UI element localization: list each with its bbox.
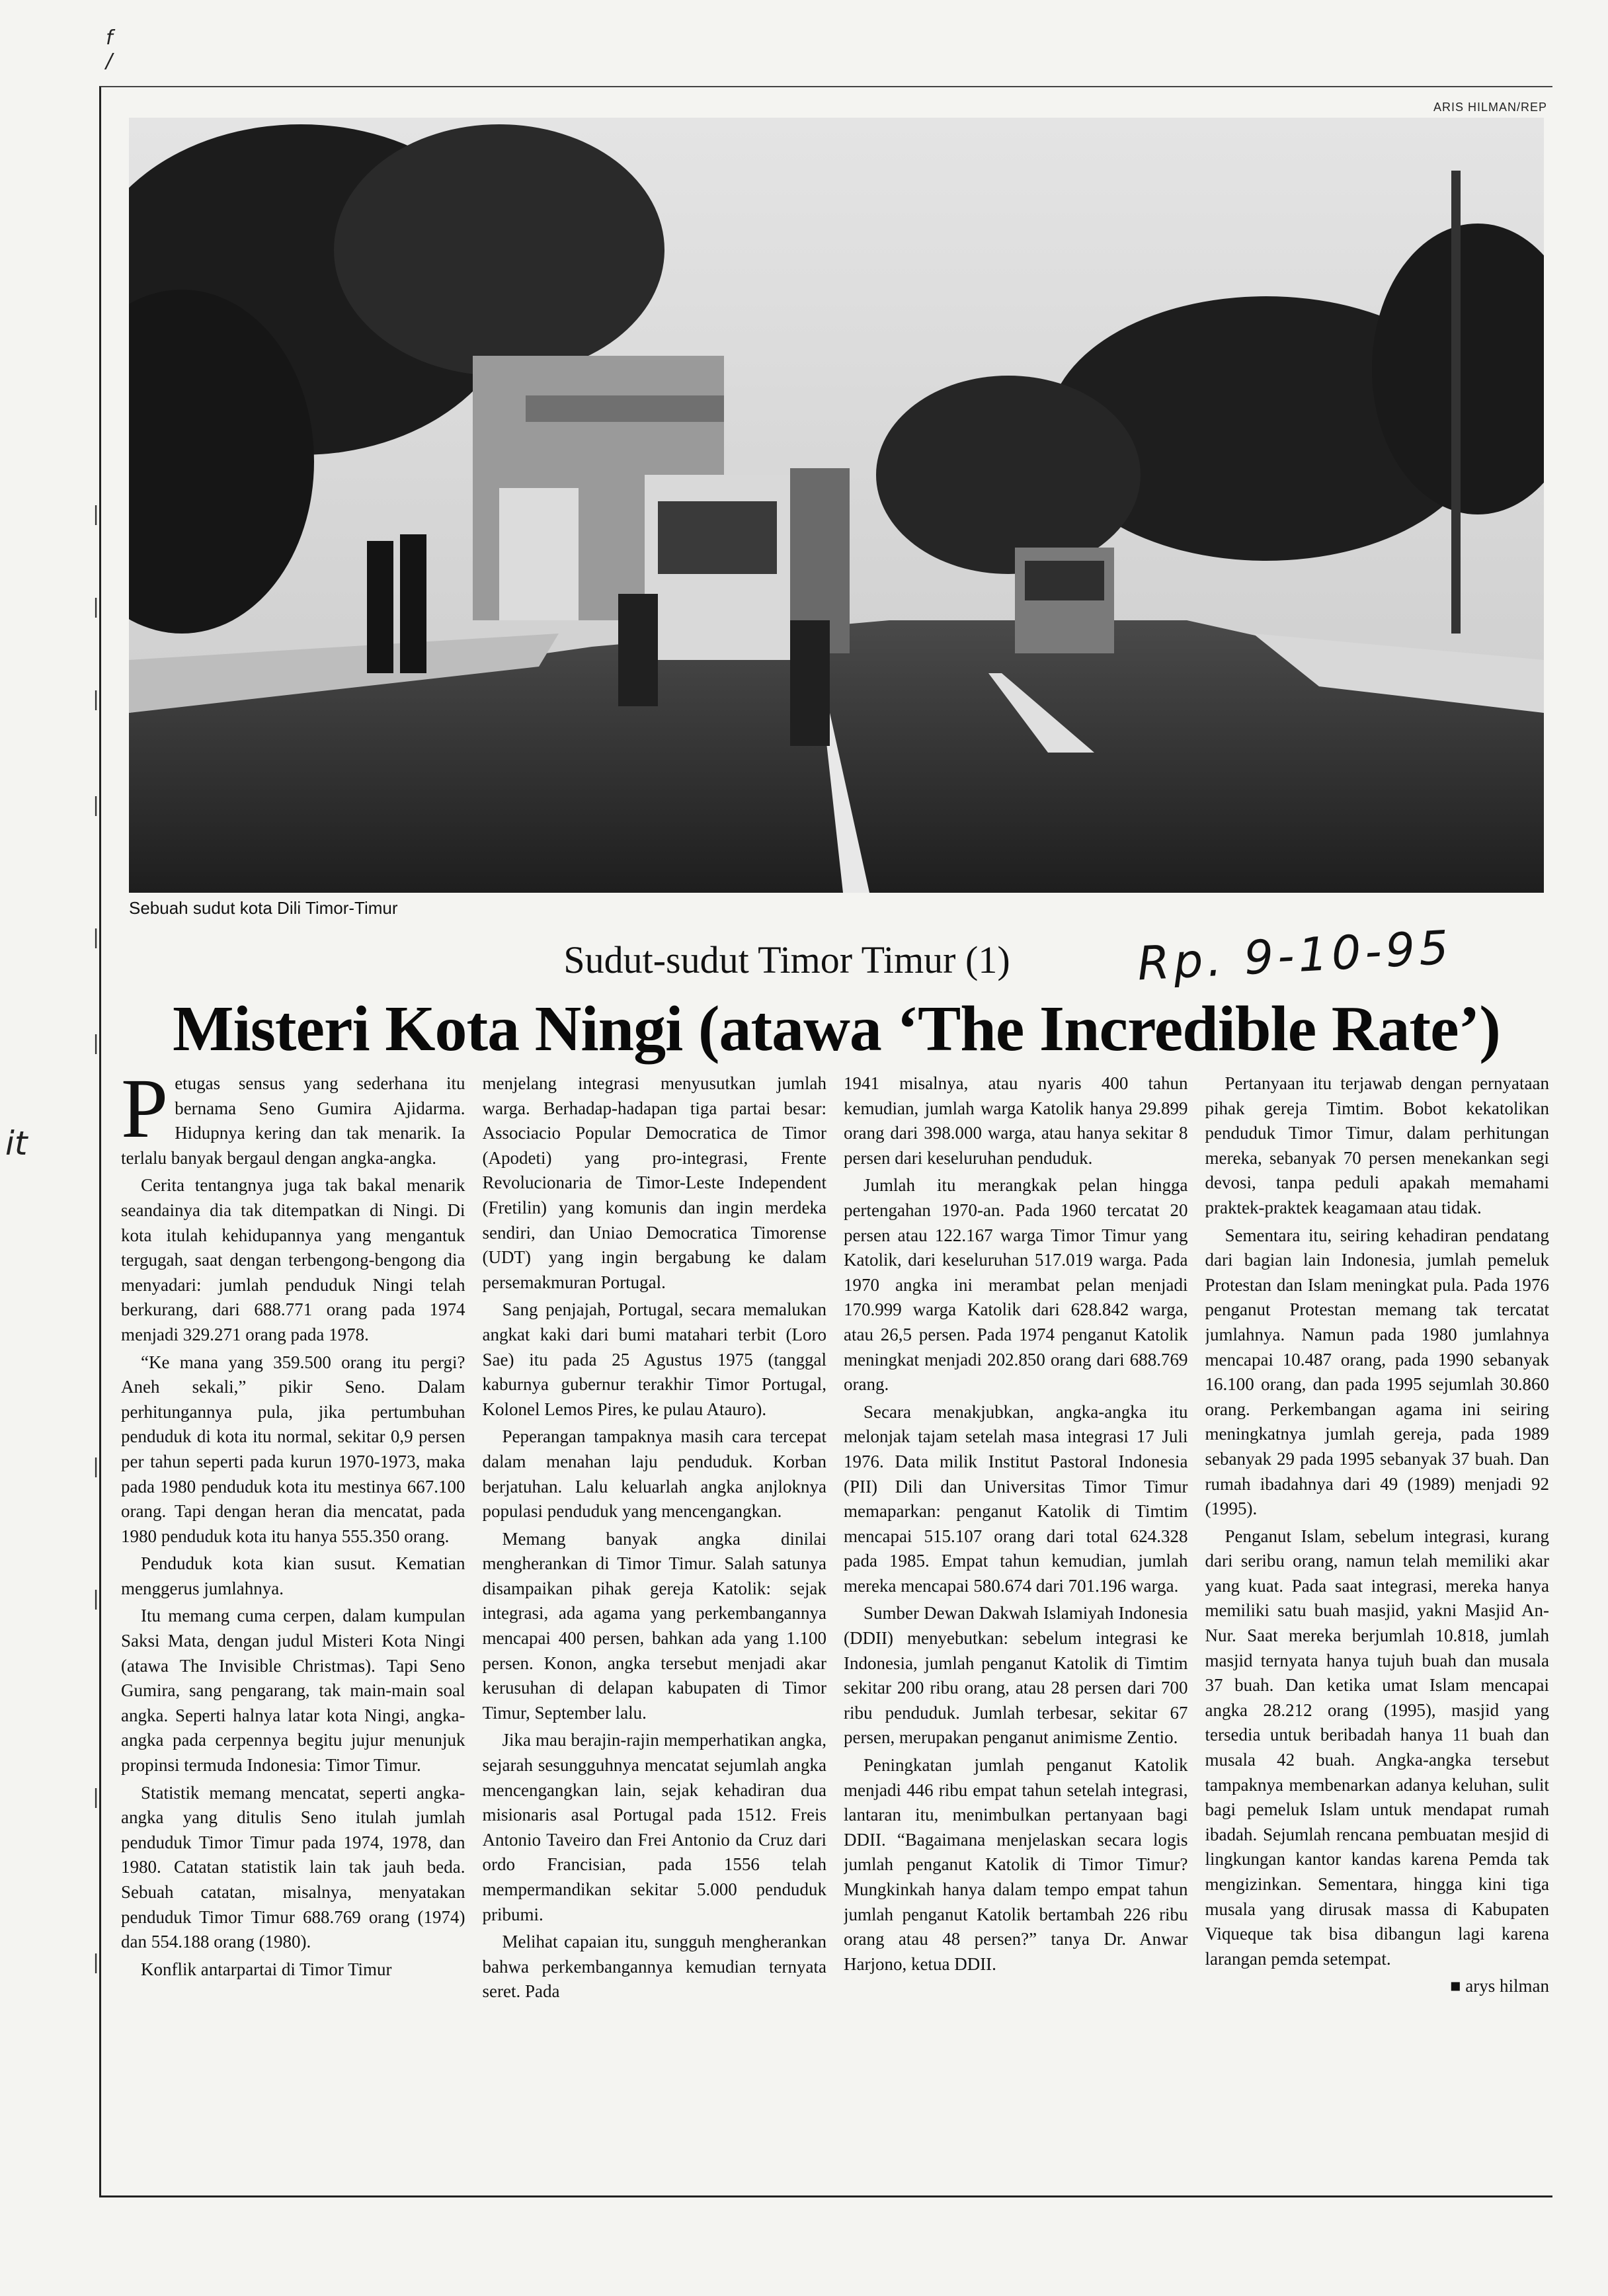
margin-note-it: it — [5, 1124, 28, 1163]
article-body — [121, 1071, 1549, 2189]
left-margin — [0, 0, 113, 2296]
margin-fragment: | — [93, 1032, 100, 1055]
paragraph: Secara menakjubkan, angka-angka itu melonjak tajam setelah masa integrasi 17 Juli 1976. Data milik Institut Pastoral Indonesia (PII) Dili dan Universitas Timor Timur memaparkan: penganut Katolik di Timtim mencapai 515.107 orang dari total 624.328 pada 1985. Empat tahun kemudian, jumlah mereka mencapai 580.674 dari 701.196 warga. — [844, 1401, 1188, 1596]
margin-fragment: | — [93, 1455, 100, 1478]
paragraph: menjelang integrasi menyusutkan jumlah warga. Berhadap-hadapan tiga partai besar: Associacio Popular Democratica de Timor (Apodeti) yang pro-integrasi, Frente Revolucionaria de Timor-Leste Independent (Fretilin) yang komunis dan ingin merdeka sendiri, dan Uniao Democratica Timorense (UDT) yang ingin bergabung ke dalam persemakmuran Portugal. — [482, 1073, 826, 1292]
photo-caption: Sebuah sudut kota Dili Timor-Timur — [129, 898, 398, 918]
byline: ■ arys hilman — [1450, 1976, 1549, 1996]
paragraph: Peningkatan jumlah penganut Katolik menjadi 446 ribu empat tahun setelah integrasi, lantaran itu, menimbulkan pertanyaan bagi DDII. “Bagaimana menjelaskan secara logis jumlah penganut Katolik di Timor Timur? Mungkinkah hanya dalam tempo empat tahun jumlah penganut Katolik bertambah 226 ribu orang atau 48 persen?” tanya Dr. Anwar Harjono, ketua DDII. — [844, 1755, 1188, 1974]
paragraph: Penduduk kota kian susut. Kematian menggerus jumlahnya. — [121, 1553, 465, 1598]
margin-fragment: | — [93, 595, 100, 618]
paragraph: “Ke mana yang 359.500 orang itu pergi? Aneh sekali,” pikir Seno. Dalam perhitungannya pula, jika pertumbuhan penduduk di kota itu normal, sekitar 0,9 persen per tahun seperti pada kurun 1970-1973, maka pada 1980 penduduk kota itu mestinya 667.100 orang. Tapi dengan heran dia mencatat, pada 1980 penduduk kota itu hanya 555.350 orang. — [121, 1352, 465, 1546]
paragraph-text: etugas sensus yang sederhana itu bernama Seno Gumira Ajidarma. Hidupnya kering dan tak menarik. Ia terlalu banyak bergaul dengan angka-angka. — [121, 1073, 465, 1168]
street-photo — [129, 118, 1544, 893]
margin-fragment: | — [93, 926, 100, 949]
paragraph: Pertanyaan itu terjawab dengan pernyataan pihak gereja Timtim. Bobot kekatolikan penduduk Timor Timur, dalam perhitungan mereka, sebanyak 70 persen menekankan segi devosi, tanpa peduli apakah memahami praktek-praktek keagamaan atau tidak. — [1205, 1073, 1549, 1217]
column-1 — [121, 1071, 465, 2189]
street-scene-illustration — [129, 118, 1544, 893]
paragraph: Memang banyak angka dinilai mengherankan di Timor Timur. Salah satunya disampaikan pihak gereja Katolik: sejak integrasi, ada agama yang perkembangannya mencapai 400 persen, bahkan ada yang 1.100 persen. Konon, angka tersebut menjadi akar kerusuhan di delapan kabupaten di Timor Timur, September lalu. — [482, 1528, 826, 1723]
paragraph: Itu memang cuma cerpen, dalam kumpulan Saksi Mata, dengan judul Misteri Kota Ningi (atawa The Invisible Christmas). Tapi Seno Gumira, sang pengarang, tak main-main soal angka. Seperti halnya latar kota Ningi, angka-angka pada cerpennya begitu jujur menunjuk propinsi termuda Indonesia: Timor Timur. — [121, 1606, 465, 1776]
handwritten-date: Rp. 9-10-95 — [1136, 920, 1454, 991]
paragraph — [121, 1071, 465, 1170]
column-3 — [844, 1071, 1188, 2189]
photo-credit: ARIS HILMAN/REP — [1433, 101, 1547, 114]
series-kicker: Sudut-sudut Timor Timur (1) — [563, 938, 1010, 981]
paragraph: Jika mau berajin-rajin memperhatikan angka, sejarah sesungguhnya mencatat sejumlah angka mencengangkan lain, sejak kehadiran dua misionaris asal Portugal pada 1512. Freis Antonio Taveiro dan Frei Antonio da Cruz dari ordo Francisian, pada 1556 telah mempermandikan sekitar 5.000 penduduk pribumi. — [482, 1730, 826, 1924]
margin-fragment: | — [93, 1785, 100, 1809]
paragraph: Statistik memang mencatat, seperti angka-angka yang ditulis Seno itulah jumlah penduduk Timor Timur pada 1974, 1978, dan 1980. Catatan statistik lain tak jauh beda. Sebuah catatan, misalnya, menyatakan penduduk Timor Timur 688.769 orang (1974) dan 554.188 orang (1980). — [121, 1782, 465, 1952]
paragraph: Sumber Dewan Dakwah Islamiyah Indonesia (DDII) menyebutkan: sebelum integrasi ke Indonesia, jumlah penganut Katolik di Timtim sekitar 200 ribu orang, atau 28 persen dari 700 ribu penduduk. Jumlah terbesar, sekitar 67 persen, merupakan penganut animisme Zentio. — [844, 1603, 1188, 1748]
paragraph: Cerita tentangnya juga tak bakal menarik seandainya dia tak ditempatkan di Ningi. Di kota itulah kehidupannya yang mengantuk tergugah, saat dengan terbengong-bengong dia menyadari: jumlah penduduk Ningi telah berkurang, dari 688.771 orang pada 1974 menjadi 329.271 orang pada 1978. — [121, 1175, 465, 1344]
margin-fragment: | — [93, 1587, 100, 1610]
paragraph: Peperangan tampaknya masih cara tercepat dalam menahan laju penduduk. Korban berjatuhan. Lalu keluarlah angka anjloknya populasi penduduk yang mencengangkan. — [482, 1426, 826, 1522]
margin-fragment: | — [93, 794, 100, 817]
margin-mark-top: f / — [106, 26, 113, 73]
paragraph: Penganut Islam, sebelum integrasi, kurang dari seribu orang, namun telah memiliki akar yang kuat. Pada saat integrasi, mereka hanya memiliki satu buah masjid, yakni Masjid An-Nur. Saat mereka berjumlah 10.818, jumlah masjid ternyata hanya tujuh buah dan musala 37 buah. Dan ketika umat Islam mencapai angka 28.212 orang (1995), masjid yang tersedia untuk beribadah hanya 11 buah dan musala 42 buah. Angka-angka tersebut tampaknya membenarkan adanya keluhan, sulit bagi pemeluk Islam untuk mendapat rumah ibadah. Sejumlah rencana pembuatan mesjid di lingkungan kantor kandas karena Pemda tak mengizinkan. Sementara, hingga kini tiga musala yang dirusak massa di Kabupaten Viqueque tak bisa dibangun lagi karena larangan pemda setempat. — [1205, 1526, 1549, 1969]
headline: Misteri Kota Ningi (atawa ‘The Incredible Rate’) — [173, 993, 1500, 1065]
margin-fragment: | — [93, 688, 100, 711]
column-4 — [1205, 1071, 1550, 2189]
paragraph: 1941 misalnya, atau nyaris 400 tahun kemudian, jumlah warga Katolik hanya 29.899 orang dari 398.000 warga, atau hanya sekitar 8 persen dari keseluruhan penduduk. — [844, 1073, 1188, 1168]
paragraph: Jumlah itu merangkak pelan hingga pertengahan 1970-an. Pada 1960 tercatat 20 persen atau 122.167 warga Timor Timur yang Katolik, dari keseluruhan 517.019 warga. Pada 1970 angka ini merambat pelan menjadi 170.999 warga Katolik dari 628.842 warga, atau 26,5 persen. Pada 1974 penganut Katolik meningkat menjadi 202.850 orang dari 688.769 orang. — [844, 1175, 1188, 1395]
paragraph: Melihat capaian itu, sungguh mengherankan bahwa perkembangannya kemudian ternyata seret. Pada — [482, 1932, 826, 2002]
margin-fragment: | — [93, 503, 100, 526]
paragraph: Sang penjajah, Portugal, secara memalukan angkat kaki dari bumi matahari terbit (Loro Sae) itu pada 25 Agustus 1975 (tanggal kaburnya gubernur terakhir Timor Portugal, Kolonel Lemos Pires, ke pulau Atauro). — [482, 1299, 826, 1419]
paragraph: Sementara itu, seiring kehadiran pendatang dari bagian lain Indonesia, jumlah pemeluk Protestan dan Islam meningkat pula. Pada 1976 penganut Protestan memang tak tercatat jumlahnya. Namun pada 1980 jumlahnya mencapai 10.487 orang, pada 1990 sebanyak 16.100 orang, dan pada 1995 sejumlah 30.860 orang. Perkembangan agama ini seiring meningkatnya jumlah gereja, pada 1989 sebanyak 29 pada 1995 sebanyak 37 buah. Dan rumah ibadahnya dari 49 (1989) menjadi 92 (1995). — [1205, 1225, 1549, 1519]
drop-cap: P — [121, 1071, 169, 1155]
margin-fragment: | — [93, 1951, 100, 1974]
column-2 — [483, 1071, 827, 2189]
paragraph: Konflik antarpartai di Timor Timur — [141, 1959, 392, 1979]
